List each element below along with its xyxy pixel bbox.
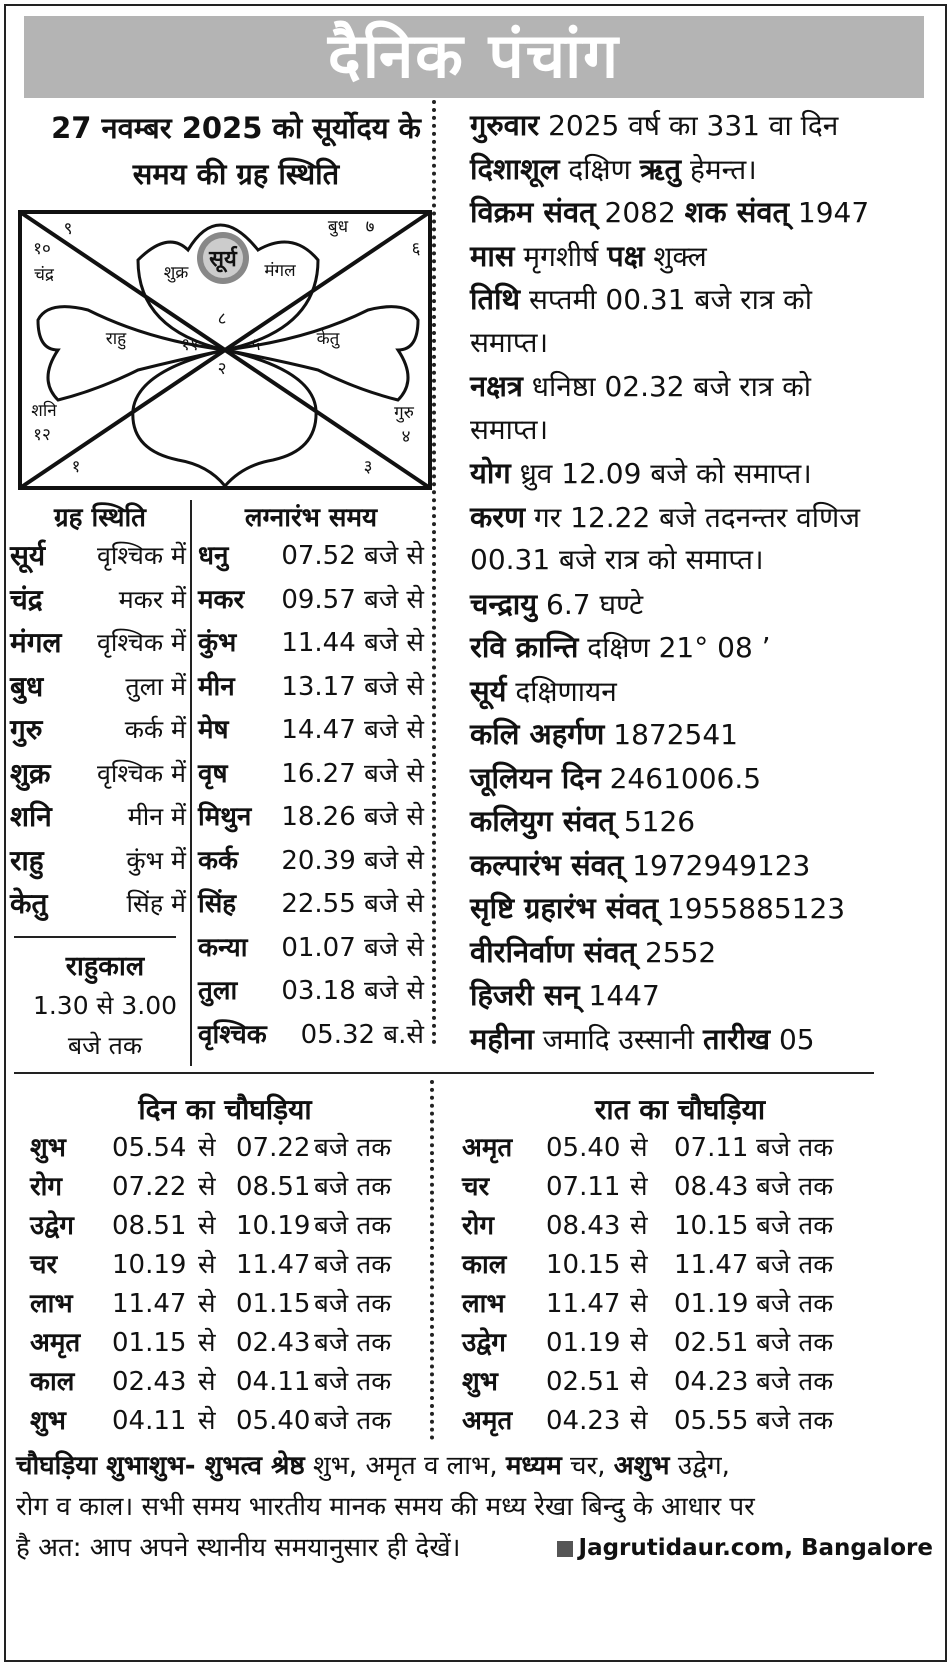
- lagna-row: [198, 623, 424, 663]
- choghadiya-from: 01.15: [112, 1328, 187, 1358]
- panchang-key: मास: [470, 238, 515, 273]
- choghadiya-to: 04.23: [674, 1367, 749, 1397]
- panchang-value: 1447: [579, 979, 660, 1012]
- planet-ketu: केतु: [316, 329, 340, 349]
- kundali-chart: [18, 210, 464, 510]
- choghadiya-name: चर: [462, 1172, 490, 1202]
- lagna-name: वृश्चिक: [198, 1019, 267, 1050]
- planet-rahu: राहु: [105, 329, 127, 349]
- choghadiya-row: [30, 1401, 425, 1442]
- lagna-row: [198, 841, 424, 881]
- panchang-value: 2552: [636, 935, 717, 969]
- planet-sun: सूर्य: [209, 247, 237, 272]
- choghadiya-from: 05.40: [546, 1133, 621, 1163]
- choghadiya-name: उद्वेग: [462, 1328, 506, 1358]
- lagna-row: [198, 667, 424, 707]
- lagna-row: [198, 580, 424, 620]
- footer-text-2: चर,: [561, 1451, 614, 1481]
- panchang-key: महीना: [470, 1021, 534, 1056]
- panchang-key: शक संवत्: [684, 195, 790, 229]
- panchang-key: दिशाशूल: [470, 151, 560, 186]
- panchang-line: [470, 102, 940, 149]
- footer-bold-1: चौघड़िया शुभाशुभ- शुभत्व श्रेष्ठ: [16, 1451, 305, 1481]
- graha-row: [0, 623, 186, 663]
- panchang-value: हेमन्त।: [681, 152, 757, 186]
- choghadiya-to: 10.15: [674, 1211, 749, 1241]
- panchang-key: सृष्टि ग्रहारंभ संवत्: [470, 891, 659, 925]
- choghadiya-row: [462, 1167, 882, 1208]
- choghadiya-name: उद्वेग: [30, 1211, 74, 1241]
- choghadiya-name: काल: [30, 1367, 75, 1397]
- choghadiya-row: [462, 1128, 882, 1169]
- graha-rashi: कुंभ में: [126, 845, 186, 875]
- panchang-key: कलि अहर्गण: [470, 717, 605, 751]
- choghadiya-row: [462, 1401, 882, 1442]
- choghadiya-tail: बजे तक: [314, 1211, 392, 1241]
- panchang-key: नक्षत्र: [470, 369, 523, 403]
- panchang-line: [470, 842, 940, 889]
- panchang-value: 1955885123: [658, 892, 846, 925]
- lagna-time: 05.32 ब.से: [300, 1019, 424, 1050]
- graha-row: [0, 797, 186, 837]
- choghadiya-name: लाभ: [462, 1289, 505, 1319]
- graha-name: चंद्र: [10, 582, 43, 616]
- choghadiya-from: 10.15: [546, 1250, 621, 1280]
- choghadiya-from: 11.47: [112, 1289, 187, 1319]
- lagna-time: 09.57 बजे से: [281, 584, 424, 615]
- graha-rashi: वृश्चिक में: [97, 628, 186, 657]
- panchang-line: [470, 146, 940, 193]
- panchang-key: ऋतु: [639, 151, 682, 186]
- choghadiya-to: 05.40: [236, 1406, 311, 1436]
- choghadiya-se: से: [198, 1328, 216, 1358]
- choghadiya-from: 07.11: [546, 1172, 621, 1202]
- graha-name: मंगल: [10, 626, 62, 659]
- choghadiya-row: [462, 1284, 882, 1325]
- choghadiya-tail: बजे तक: [314, 1289, 392, 1319]
- choghadiya-name: लाभ: [30, 1289, 73, 1319]
- choghadiya-from: 04.11: [112, 1406, 187, 1436]
- lagna-name: तुला: [198, 976, 238, 1006]
- graha-rashi: वृश्चिक में: [97, 541, 186, 570]
- choghadiya-from: 02.51: [546, 1367, 621, 1397]
- panchang-line: [470, 624, 940, 671]
- lagna-time: 07.52 बजे से: [281, 541, 424, 571]
- choghadiya-name: शुभ: [30, 1406, 66, 1436]
- panchang-key: करण: [470, 499, 526, 534]
- choghadiya-row: [30, 1284, 425, 1325]
- panchang-line: [470, 537, 940, 583]
- planet-moon: चंद्र: [34, 265, 54, 285]
- panchang-value: दक्षिणायन: [506, 674, 617, 708]
- choghadiya-divider: [430, 1080, 434, 1440]
- lagna-row: [198, 754, 424, 794]
- header-line-2: समय की ग्रह स्थिति: [132, 157, 340, 191]
- choghadiya-from: 08.51: [112, 1211, 187, 1241]
- panchang-line: [470, 233, 940, 280]
- choghadiya-name: शुभ: [462, 1367, 498, 1397]
- rahukaal-time: 1.30 से 3.00: [32, 991, 178, 1020]
- panchang-key: रवि क्रान्ति: [470, 630, 579, 664]
- choghadiya-se: से: [198, 1133, 216, 1163]
- panchang-key: कलियुग संवत्: [470, 804, 615, 838]
- lagna-time: 22.55 बजे से: [281, 889, 424, 919]
- graha-name: सूर्य: [10, 539, 46, 572]
- choghadiya-to: 10.19: [236, 1211, 311, 1241]
- lagna-row: [198, 797, 424, 837]
- choghadiya-to: 01.15: [236, 1289, 311, 1319]
- lagna-row: [198, 884, 424, 924]
- choghadiya-row: [30, 1323, 425, 1364]
- choghadiya-name: अमृत: [462, 1133, 513, 1163]
- graha-name: गुरु: [10, 713, 43, 746]
- panchang-line: [470, 929, 940, 976]
- house-4: ४: [401, 427, 411, 447]
- rahukaal-tail: बजे तक: [67, 1031, 143, 1060]
- rahukaal-divider: [14, 936, 176, 938]
- panchang-value: दक्षिण 21° 08 ’: [578, 631, 771, 664]
- choghadiya-from: 04.23: [546, 1406, 621, 1436]
- choghadiya-tail: बजे तक: [314, 1406, 392, 1436]
- choghadiya-se: से: [630, 1367, 648, 1397]
- house-3: ३: [363, 457, 373, 477]
- house-9: ९: [63, 219, 73, 239]
- graha-row: [0, 754, 186, 794]
- choghadiya-name: रोग: [30, 1172, 63, 1202]
- choghadiya-tail: बजे तक: [314, 1250, 392, 1280]
- lagna-time: 11.44 बजे से: [281, 628, 424, 658]
- day-choghadiya-heading: दिन का चौघड़िया: [138, 1093, 312, 1126]
- choghadiya-tail: बजे तक: [756, 1328, 834, 1358]
- panchang-line: [470, 668, 940, 715]
- graha-row: [0, 667, 186, 707]
- choghadiya-tail: बजे तक: [314, 1172, 392, 1202]
- panchang-line: [470, 972, 940, 1019]
- choghadiya-tail: बजे तक: [756, 1133, 834, 1163]
- choghadiya-se: से: [198, 1172, 216, 1202]
- choghadiya-tail: बजे तक: [756, 1367, 834, 1397]
- choghadiya-to: 01.19: [674, 1289, 749, 1319]
- choghadiya-to: 05.55: [674, 1406, 749, 1436]
- panchang-value: 05: [770, 1022, 815, 1056]
- page-title: दैनिक पंचांग: [24, 16, 924, 98]
- choghadiya-se: से: [198, 1289, 216, 1319]
- lagna-row: [198, 1015, 424, 1055]
- choghadiya-from: 01.19: [546, 1328, 621, 1358]
- choghadiya-from: 05.54: [112, 1133, 187, 1163]
- lagna-row: [198, 971, 424, 1011]
- lagna-name: मीन: [198, 671, 235, 702]
- house-1: १: [71, 457, 81, 477]
- choghadiya-from: 02.43: [112, 1367, 187, 1397]
- panchang-value: ध्रुव 12.09 बजे को समाप्त।: [510, 457, 812, 490]
- lagna-name: मकर: [198, 584, 245, 615]
- panchang-value: 6.7 घण्टे: [537, 587, 644, 621]
- panchang-key: तिथि: [470, 282, 521, 316]
- choghadiya-tail: बजे तक: [314, 1133, 392, 1163]
- panchang-line: [470, 885, 940, 932]
- lagna-name: कुंभ: [198, 628, 237, 658]
- graha-row: [0, 710, 186, 750]
- choghadiya-se: से: [198, 1250, 216, 1280]
- rahukaal-heading: राहुकाल: [65, 951, 145, 982]
- choghadiya-row: [462, 1206, 882, 1247]
- choghadiya-row: [30, 1362, 425, 1403]
- choghadiya-name: शुभ: [30, 1133, 66, 1163]
- graha-name: शनि: [10, 800, 52, 833]
- choghadiya-tail: बजे तक: [756, 1172, 834, 1202]
- lagna-row: [198, 536, 424, 576]
- choghadiya-se: से: [630, 1289, 648, 1319]
- footer-text-3: उद्वेग,: [669, 1451, 730, 1481]
- choghadiya-tail: बजे तक: [756, 1211, 834, 1241]
- graha-rashi: तुला में: [125, 671, 186, 701]
- footer-line-2: रोग व काल। सभी समय भारतीय मानक समय की मध्य रेखा बिन्दु के आधार पर: [16, 1492, 755, 1522]
- lagna-heading: लग्नारंभ समय: [244, 503, 378, 533]
- panchang-key: सूर्य: [470, 673, 507, 708]
- footer-credit-text: Jagrutidaur.com, Bangalore: [578, 1535, 933, 1561]
- choghadiya-name: अमृत: [462, 1406, 513, 1436]
- panchang-value: 5126: [614, 805, 696, 838]
- planet-mars: मंगल: [264, 261, 296, 281]
- graha-row: [0, 580, 186, 620]
- lagna-name: मेष: [198, 715, 229, 745]
- panchang-value: 00.31 बजे रात्र को समाप्त।: [470, 543, 764, 576]
- graha-row: [0, 841, 186, 881]
- panchang-value: 2461006.5: [600, 761, 762, 795]
- choghadiya-name: अमृत: [30, 1328, 81, 1358]
- choghadiya-se: से: [630, 1211, 648, 1241]
- lagna-time: 03.18 बजे से: [281, 976, 424, 1006]
- house-11: ११: [181, 335, 199, 355]
- choghadiya-se: से: [630, 1328, 648, 1358]
- lagna-time: 20.39 बजे से: [281, 845, 424, 876]
- house-12: १२: [33, 425, 51, 445]
- graha-row: [0, 884, 186, 924]
- graha-name: राहु: [10, 843, 44, 877]
- lagna-row: [198, 928, 424, 968]
- graha-sthiti-heading: ग्रह स्थिति: [53, 503, 147, 533]
- choghadiya-tail: बजे तक: [314, 1367, 392, 1397]
- house-2: २: [217, 359, 227, 379]
- choghadiya-row: [30, 1206, 425, 1247]
- panchang-key: जूलियन दिन: [470, 760, 601, 795]
- choghadiya-se: से: [630, 1172, 648, 1202]
- footer-note: [16, 1446, 941, 1569]
- planet-mercury: बुध: [327, 217, 349, 237]
- panchang-line: [470, 581, 940, 628]
- lagna-row: [198, 710, 424, 750]
- house-6: ६: [411, 239, 421, 259]
- house-5: ५: [251, 335, 261, 355]
- lagna-name: कन्या: [198, 932, 248, 963]
- panchang-line: [470, 711, 940, 758]
- panchang-line: [470, 798, 940, 845]
- lagna-name: मिथुन: [198, 802, 252, 832]
- lagna-name: कर्क: [198, 845, 238, 876]
- lagna-time: 01.07 बजे से: [281, 932, 424, 963]
- panchang-key: हिजरी सन्: [470, 978, 580, 1012]
- panchang-line: [470, 189, 940, 236]
- house-7: ७: [365, 217, 375, 237]
- choghadiya-from: 11.47: [546, 1289, 621, 1319]
- graha-rashi: मकर में: [118, 584, 186, 614]
- panchang-key: कल्पारंभ संवत्: [470, 847, 624, 882]
- footer-line-3: [16, 1528, 941, 1569]
- graha-rashi: मीन में: [127, 802, 186, 831]
- choghadiya-name: रोग: [462, 1211, 495, 1241]
- choghadiya-from: 08.43: [546, 1211, 621, 1241]
- panchang-value: दक्षिण: [559, 152, 640, 186]
- choghadiya-to: 11.47: [674, 1250, 749, 1280]
- panchang-line: [470, 363, 940, 410]
- footer-line-1: [16, 1446, 941, 1487]
- graha-rashi: कर्क में: [124, 715, 186, 744]
- panchang-key: विक्रम संवत्: [470, 195, 596, 229]
- graha-rashi: सिंह में: [126, 889, 186, 918]
- planet-jupiter: गुरु: [394, 403, 414, 423]
- lagna-time: 14.47 बजे से: [281, 715, 424, 745]
- choghadiya-name: काल: [462, 1250, 507, 1280]
- choghadiya-to: 08.43: [674, 1172, 749, 1202]
- choghadiya-from: 10.19: [112, 1250, 187, 1280]
- choghadiya-top-rule: [14, 1072, 874, 1074]
- choghadiya-tail: बजे तक: [756, 1406, 834, 1436]
- choghadiya-se: से: [198, 1406, 216, 1436]
- choghadiya-row: [30, 1245, 425, 1286]
- panchang-value: शुक्ल: [644, 239, 707, 273]
- graha-name: शुक्र: [10, 756, 51, 790]
- footer-line-3-text: है अत: आप अपने स्थानीय समयानुसार ही देखें।: [16, 1533, 461, 1563]
- choghadiya-se: से: [198, 1367, 216, 1397]
- panchang-value: 2082: [595, 196, 685, 229]
- panchang-key: पक्ष: [607, 238, 645, 273]
- choghadiya-to: 02.51: [674, 1328, 749, 1358]
- house-8: ८: [217, 309, 227, 329]
- planet-saturn: शनि: [31, 401, 57, 421]
- lagna-time: 18.26 बजे से: [281, 802, 424, 832]
- choghadiya-tail: बजे तक: [756, 1250, 834, 1280]
- choghadiya-to: 07.11: [674, 1133, 749, 1163]
- panchang-line: [470, 407, 940, 453]
- choghadiya-se: से: [630, 1406, 648, 1436]
- panchang-value: 1872541: [604, 718, 738, 751]
- footer-text-1: शुभ, अमृत व लाभ,: [304, 1451, 506, 1481]
- panchang-line: [470, 494, 940, 541]
- panchang-value: धनिष्ठा 02.32 बजे रात्र को: [522, 370, 812, 403]
- choghadiya-to: 07.22: [236, 1133, 311, 1163]
- panchang-value: समाप्त।: [470, 412, 549, 446]
- panchang-line: [470, 755, 940, 802]
- panchang-key: गुरुवार: [470, 108, 540, 142]
- panchang-line: [470, 1016, 940, 1063]
- panchang-line: [470, 276, 940, 323]
- panchang-value: जमादि उस्सानी: [533, 1022, 703, 1056]
- choghadiya-to: 08.51: [236, 1172, 311, 1202]
- graha-name: केतु: [10, 887, 48, 920]
- graha-rashi: वृश्चिक में: [97, 758, 186, 788]
- footer-credit: [557, 1528, 933, 1569]
- choghadiya-se: से: [198, 1211, 216, 1241]
- choghadiya-to: 11.47: [236, 1250, 311, 1280]
- panchang-key: चन्द्रायु: [470, 586, 538, 621]
- panchang-value: समाप्त।: [470, 325, 549, 359]
- lagna-name: धनु: [198, 541, 229, 571]
- header-line-1: 27 नवम्बर 2025 को सूर्योदय के: [51, 111, 421, 145]
- choghadiya-row: [462, 1245, 882, 1286]
- house-10: १०: [33, 239, 51, 259]
- panchang-line: [470, 450, 940, 497]
- panchang-value: 2025 वर्ष का 331 वा दिन: [539, 109, 839, 142]
- panchang-line: [470, 320, 940, 366]
- choghadiya-tail: बजे तक: [756, 1289, 834, 1319]
- panchang-value: गर 12.22 बजे तदनन्तर वणिज: [525, 500, 860, 534]
- choghadiya-from: 07.22: [112, 1172, 187, 1202]
- square-bullet-icon: [557, 1541, 573, 1557]
- panchang-value: 1972949123: [623, 848, 811, 882]
- footer-bold-2: मध्यम: [505, 1451, 562, 1481]
- panchang-key: वीरनिर्वाण संवत्: [470, 934, 637, 969]
- choghadiya-tail: बजे तक: [314, 1328, 392, 1358]
- lagna-time: 13.17 बजे से: [281, 671, 424, 702]
- choghadiya-se: से: [630, 1133, 648, 1163]
- choghadiya-row: [30, 1167, 425, 1208]
- graha-name: बुध: [10, 669, 44, 703]
- panchang-key: तारीख: [702, 1021, 771, 1056]
- choghadiya-row: [462, 1323, 882, 1364]
- choghadiya-se: से: [630, 1250, 648, 1280]
- night-choghadiya-heading: रात का चौघड़िया: [594, 1093, 766, 1126]
- choghadiya-to: 02.43: [236, 1328, 311, 1358]
- choghadiya-row: [462, 1362, 882, 1403]
- choghadiya-name: चर: [30, 1250, 58, 1280]
- planet-venus: शुक्र: [163, 263, 189, 283]
- panchang-value: 1947: [789, 196, 870, 229]
- footer-bold-3: अशुभ: [613, 1451, 670, 1481]
- panchang-value: मृगशीर्ष: [514, 239, 608, 273]
- lagna-name: वृष: [198, 758, 228, 789]
- panchang-value: सप्तमी 00.31 बजे रात्र को: [520, 283, 812, 316]
- lagna-name: सिंह: [198, 889, 237, 919]
- panchang-key: योग: [470, 456, 511, 490]
- lagna-time: 16.27 बजे से: [281, 758, 424, 789]
- choghadiya-to: 04.11: [236, 1367, 311, 1397]
- graha-row: [0, 536, 186, 576]
- choghadiya-row: [30, 1128, 425, 1169]
